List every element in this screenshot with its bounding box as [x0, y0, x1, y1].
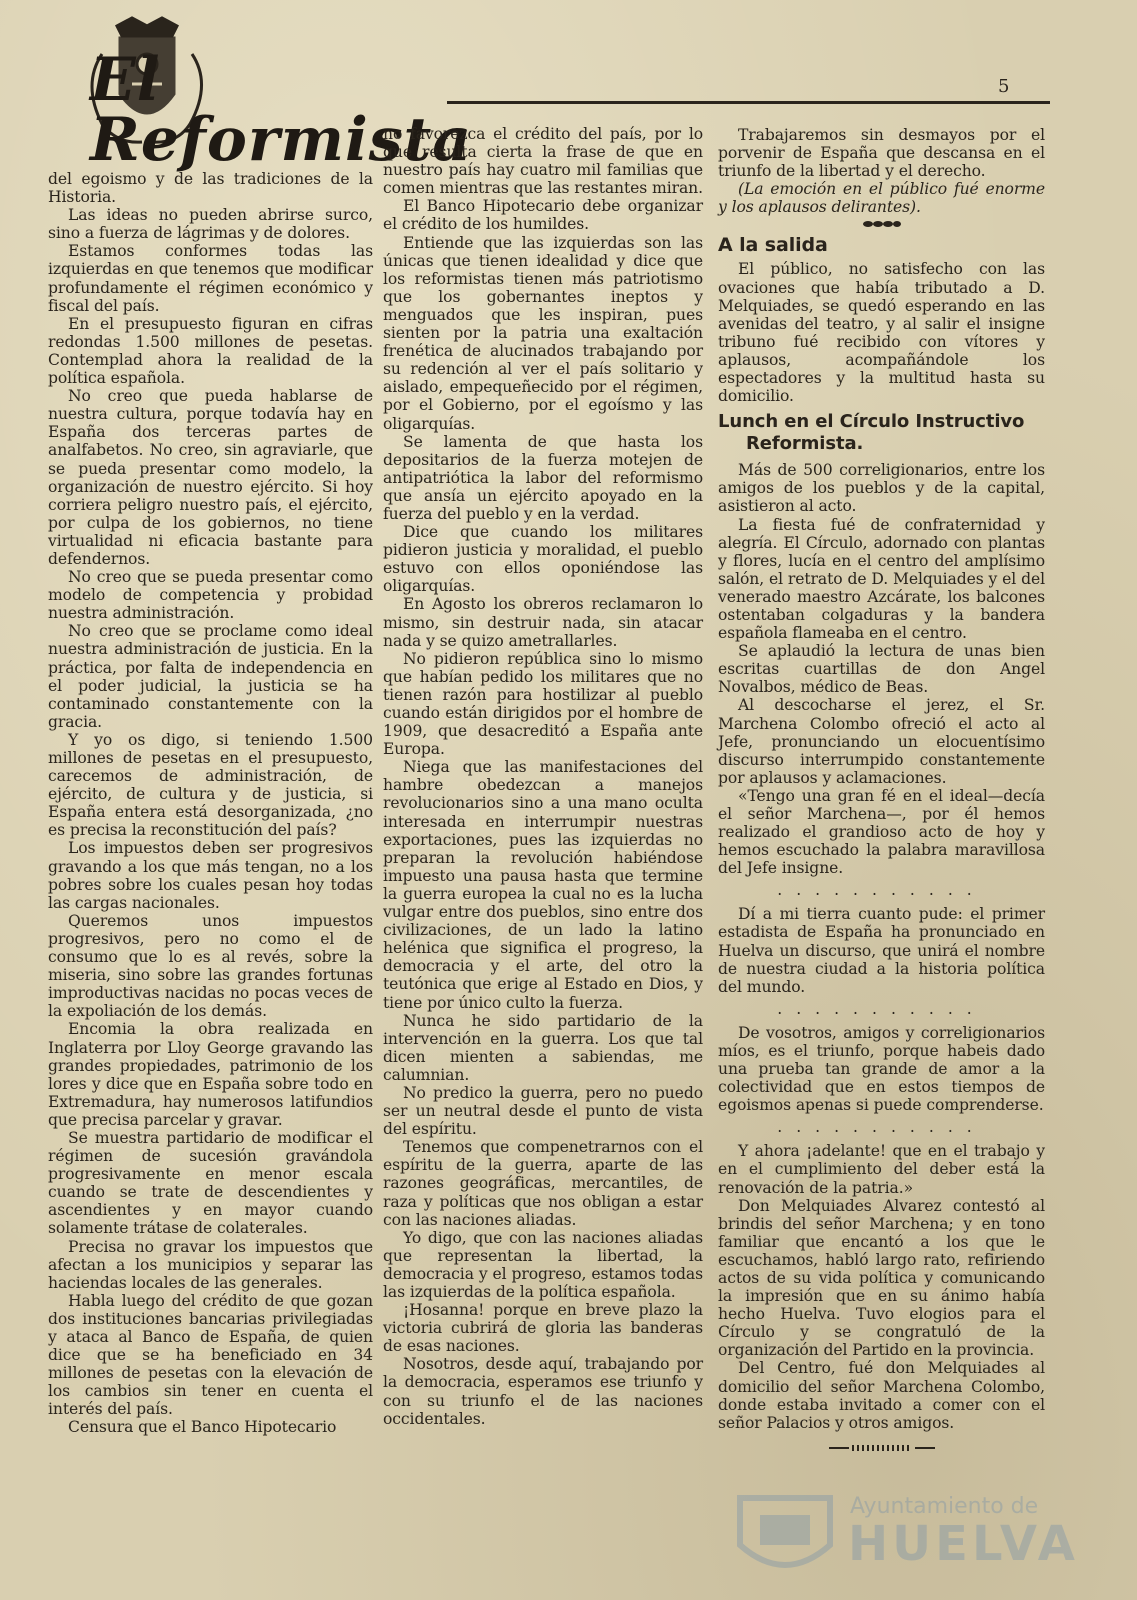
ellipsis-divider: ...........: [777, 881, 986, 900]
paragraph: No creo que se pueda presentar como modelo de competencia y probidad nuestra administración.: [48, 568, 373, 623]
paragraph: Trabajaremos sin desmayos por el porvenir de España que descansa en el triunfo de la libertad y el derecho.: [718, 126, 1045, 181]
paragraph: El Banco Hipotecario debe organizar el crédito de los humildes.: [383, 197, 703, 234]
paragraph: no favorezca el crédito del país, por lo que resulta cierta la frase de que en nuestro país hay cuatro mil familias que comen mientras que las restantes miran.: [383, 125, 703, 198]
paragraph: Dí a mi tierra cuanto pude: el primer estadista de España ha pronunciado en Huelva un discurso, que unirá el nombre de nuestra ciudad a la historia política del mundo.: [718, 905, 1045, 996]
paragraph: Niega que las manifestaciones del hambre obedezcan a manejos revolucionarios sino a una mano oculta interesada en interrumpir nuestras exportaciones, pues las izquierdas no preparan la revolución habiéndose impuesto una pausa hasta que termine la guerra europea la cual no es la lucha vulgar entre dos pueblos, sino entre dos civilizaciones, de un lado la latino helénica que significa el progreso, la democracia y el arte, del otro la teutónica que erige al Estado en Dios, y tiene por único culto la fuerza.: [383, 758, 703, 1012]
column-3: [718, 126, 1045, 1452]
section-title-line: Reformista.: [746, 433, 864, 455]
paragraph: Censura que el Banco Hipotecario: [68, 1418, 337, 1437]
audience-note: (La emoción en el público fué enorme y los aplausos delirantes).: [718, 180, 1045, 217]
column-1: [48, 170, 373, 1437]
section-title-a-la-salida: A la salida: [718, 234, 828, 257]
paragraph: Estamos conformes todas las izquierdas en que tenemos que modificar profundamente el régimen económico y fiscal del país.: [48, 242, 373, 315]
paragraph: Las ideas no pueden abrirse surco, sino a fuerza de lágrimas y de dolores.: [48, 206, 373, 243]
paragraph: Habla luego del crédito de que gozan dos instituciones bancarias privilegiadas y ataca al Banco de España, de quien dice que se ha beneficiado en 34 millones de pesetas con la elevación de los cambios sin tener en cuenta el interés del país.: [48, 1291, 373, 1419]
paragraph: Nunca he sido partidario de la intervención en la guerra. Los que tal dicen mienten a sabiendas, me calumnian.: [383, 1011, 703, 1084]
watermark: [730, 1490, 1079, 1580]
watermark-line1: Ayuntamiento de: [850, 1494, 1039, 1519]
paragraph: Queremos unos impuestos progresivos, pero no como el de consumo que lo es al revés, sobre la miseria, sino sobre las grandes fortunas improductivas nacidas no pocas veces de la expoliación de los demás.: [48, 911, 373, 1021]
paragraph: Tenemos que compenetrarnos con el espíritu de la guerra, aparte de las razones geográficas, mercantiles, de raza y políticas que nos obligan a estar con las naciones aliadas.: [383, 1138, 703, 1229]
paragraph: Entiende que las izquierdas son las únicas que tienen idealidad y dice que los reformistas tienen más patriotismo que los gobernantes ineptos y menguados que les inspiran, pues sienten por la patria una exaltación frenética de alucinados trabajando por su redención al ver el país solitario y aislado, empequeñecido por el régimen, por el Gobierno, por el egoísmo y las oligarquías.: [383, 233, 703, 433]
paragraph: No creo que se proclame como ideal nuestra administración de justicia. En la práctica, por falta de independencia en el poder judicial, la justicia se ha contaminado constantemente con la gracia.: [48, 622, 373, 731]
paragraph: Del Centro, fué don Melquiades al domicilio del señor Marchena Colombo, donde estaba invitado a comer con el señor Palacios y otros amigos.: [718, 1359, 1045, 1432]
paragraph: «Tengo una gran fé en el ideal—decía el señor Marchena—, por él hemos realizado el grandioso acto de hoy y hemos escuchado la palabra maravillosa del Jefe insigne.: [718, 786, 1045, 878]
paragraph: No pidieron república sino lo mismo que habían pedido los militares que no tienen razón para hostilizar al pueblo cuando están dirigidos por el hombre de 1909, que desacreditó a España ante Europa.: [383, 649, 703, 759]
paragraph: ¡Hosanna! porque en breve plazo la victoria cubrirá de gloria las banderas de esas naciones.: [383, 1301, 703, 1356]
column-2: [383, 125, 703, 1428]
paragraph: De vosotros, amigos y correligionarios míos, es el triunfo, porque habeis dado una prueba tan grande de amor a la colectividad que en estos tiempos de egoismos apenas si puede comprenderse.: [718, 1023, 1045, 1115]
paragraph: El público, no satisfecho con las ovaciones que había tributado a D. Melquiades, se quedó esperando en las avenidas del teatro, y al salir el insigne tribuno fué recibido con vítores y aplausos, acompañándole los espectadores y la multitud hasta su domicilio.: [718, 260, 1045, 406]
paragraph: Al descocharse el jerez, el Sr. Marchena Colombo ofreció el acto al Jefe, pronunciando un elocuentísimo discurso interrumpido constantemente por aplausos y aclamaciones.: [718, 696, 1045, 787]
paragraph: Precisa no gravar los impuestos que afectan a los municipios y separar las haciendas locales de las generales.: [48, 1237, 373, 1292]
header-rule: [447, 101, 1050, 104]
city-shield-icon: [730, 1490, 840, 1580]
section-title-line: Lunch en el Círculo Instructivo: [718, 411, 1025, 433]
paragraph: Dice que cuando los militares pidieron justicia y moralidad, el pueblo estuvo con ellos oponiéndose las oligarquías.: [383, 523, 703, 596]
paragraph: En Agosto los obreros reclamaron lo mismo, sin destruir nada, sin atacar nada y se quizo ametrallarles.: [383, 595, 703, 650]
paragraph: Más de 500 correligionarios, entre los amigos de los pueblos y de la capital, asistieron al acto.: [718, 461, 1045, 516]
paragraph: Se muestra partidario de modificar el régimen de sucesión gravándola progresivamente en menor escala cuando se trate de descendientes y ascendientes y en mayor cuando solamente trátase de colaterales.: [48, 1128, 373, 1238]
end-ornament-icon: [718, 1442, 1045, 1452]
section-title-lunch: [718, 411, 1045, 455]
paragraph: Se aplaudió la lectura de unas bien escritas cuartillas de don Angel Novalbos, médico de Beas.: [718, 642, 1045, 697]
page-number: 5: [998, 76, 1010, 97]
paragraph: Y yo os digo, si teniendo 1.500 millones de pesetas en el presupuesto, carecemos de administración, de ejército, de cultura y de justicia, si España entera está desorganizada, ¿no es precisa la reconstitución del país?: [48, 730, 373, 840]
paragraph: No creo que pueda hablarse de nuestra cultura, porque todavía hay en España dos terceras partes de analfabetos. No creo, sin agraviarle, que se pueda presentar como modelo, la organización de nuestro ejército. Si hoy corriera peligro nuestro país, el ejército, por culpa de los gobiernos, no tiene virtualidad ni eficacia bastante para defendernos.: [48, 387, 373, 568]
paragraph: Los impuestos deben ser progresivos gravando a los que más tengan, no a los pobres sobre los cuales pesan hoy todas las cargas nacionales.: [48, 839, 373, 912]
paragraph: Se lamenta de que hasta los depositarios de la fuerza motejen de antipatriótica la labor del reformismo que ansía un ejército apoyado en la fuerza del pueblo y en la verdad.: [383, 432, 703, 523]
paragraph: Don Melquiades Alvarez contestó al brindis del señor Marchena; y en tono familiar que encantó a los que le escuchamos, habló largo rato, refiriendo actos de su vida política y comunicando la impresión que en su ánimo había hecho Huelva. Tuvo elogios para el Círculo y se congratuló de la organización del Partido en la provincia.: [718, 1196, 1045, 1360]
paragraph: Encomia la obra realizada en Inglaterra por Lloy George gravando las grandes propiedades, patrimonio de los lores y dice que en España sobre todo en Extremadura, hay numerosos latifundios que precisa parcelar y gravar.: [48, 1020, 373, 1129]
paragraph: No predico la guerra, pero no puedo ser un neutral desde el punto de vista del espíritu.: [383, 1083, 703, 1139]
ellipsis-divider: ...........: [777, 1118, 986, 1137]
paragraph: La fiesta fué de confraternidad y alegría. El Círculo, adornado con plantas y flores, lucía en el centro del amplísimo salón, el retrato de D. Melquiades y el del venerado maestro Azcárate, los balcones ostentaban colgaduras y la bandera española flameaba en el centro.: [718, 515, 1045, 643]
ellipsis-divider: ...........: [777, 999, 986, 1018]
ornament-divider-icon: [718, 218, 1045, 228]
masthead-title: El Reformista: [90, 45, 473, 175]
paragraph: En el presupuesto figuran en cifras redondas 1.500 millones de pesetas. Contemplad ahora la realidad de la política española.: [48, 314, 373, 388]
paragraph: Nosotros, desde aquí, trabajando por la democracia, esperamos ese triunfo y con su triunfo el de las naciones occidentales.: [383, 1355, 703, 1428]
paragraph: Y ahora ¡adelante! que en el trabajo y en el cumplimiento del deber está la renovación de la patria.»: [718, 1142, 1045, 1197]
paragraph: del egoismo y de las tradiciones de la Historia.: [48, 170, 373, 207]
paragraph: Yo digo, que con las naciones aliadas que representan la libertad, la democracia y el progreso, estamos todas las izquierdas de la política española.: [383, 1228, 703, 1301]
watermark-line2: HUELVA: [848, 1516, 1079, 1572]
